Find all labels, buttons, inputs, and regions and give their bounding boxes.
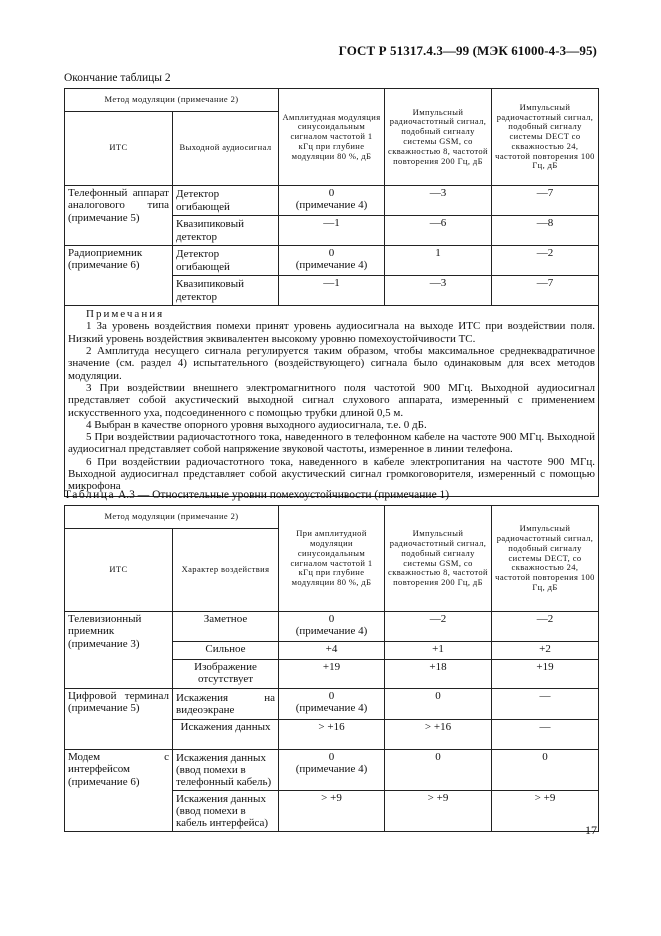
header-am: При амплитудной модуляции синусоидальным сигналом частотой 1 кГц при глубине модуляции 80 %, дБ [279,506,385,612]
value-gsm: —3 [385,276,492,306]
its-name: Телефонный аппарат аналогового типа (примечание 5) [65,186,173,246]
value-am: 0 (примечание 4) [279,612,385,642]
table2-caption: Окончание таблицы 2 [64,72,171,84]
note-5: 5 При воздействии радиочастотного тока, наведенного в телефонном кабеле на частоте 900 МГц. Выходной аудиосигнал представляет собой напряжение звуковой частоты, измеренное в линии телефона. [68,431,595,456]
output-type: Детектор огибающей [173,186,279,216]
impact-type: Изображение отсутствует [173,660,279,689]
table-2-end [64,88,599,497]
table3-caption: Таблица А.3 — Относительные уровни помехоустойчивости (примечание 1) [64,489,450,501]
table-row [65,689,599,720]
value-dect: — [492,689,599,720]
value-dect: > +9 [492,791,599,832]
note-6: 6 При воздействии радиочастотного тока, наведенного в кабеле электропитания на частоте 900 МГц. Выходной аудиосигнал представляет собой акустический сигнал громкоговорителя, измеренный с помощью микрофона [68,455,595,493]
value-dect: — [492,720,599,750]
its-name: Модем с интерфейсом (примечание 6) [65,750,173,832]
page-number: 17 [585,823,597,837]
table-a3 [64,505,599,832]
value-gsm: 1 [385,246,492,276]
header-its: ИТС [65,528,173,611]
value-gsm: —3 [385,186,492,216]
value-am: —1 [279,216,385,246]
table-row [65,750,599,791]
output-type: Детектор огибающей [173,246,279,276]
value-am: 0 (примечание 4) [279,750,385,791]
value-dect: —7 [492,276,599,306]
header-its: ИТС [65,111,173,185]
note-3: 3 При воздействии внешнего электромагнитного поля частотой 900 МГц. Выходной аудиосигнал представляет собой акустический выходной сигнал слухового аппарата, измеренный с применением искусственного уха, подсоединенного с помощью трубки длиной 0,5 м. [68,381,595,419]
value-gsm: > +9 [385,791,492,832]
note-4: 4 Выбран в качестве опорного уровня выходного аудиосигнала, т.е. 0 дБ. [86,418,427,431]
its-name: Цифровой терминал (примечание 5) [65,689,173,750]
value-dect: +19 [492,660,599,689]
impact-type: Искажения на видеоэкране [173,689,279,720]
value-gsm: 0 [385,750,492,791]
value-gsm: 0 [385,689,492,720]
value-gsm: +1 [385,642,492,660]
value-am: —1 [279,276,385,306]
output-type: Квазипиковый детектор [173,276,279,306]
note-2: 2 Амплитуда несущего сигнала регулируется таким образом, чтобы максимальное среднеквадратичное значение (см. раздел 4) испытательного (воздействующего) сигнала было одинаковым для всех методов модуляции. [68,344,595,382]
value-am: 0 (примечание 4) [279,186,385,216]
header-gsm: Импульсный радиочастотный сигнал, подобный сигналу системы GSM, со скважностью 8, частотой повторения 200 Гц, дБ [385,89,492,186]
header-dect: Импульсный радиочастотный сигнал, подобный сигналу системы DECT со скважностью 24, частотой повторения 100 Гц, дБ [492,89,599,186]
page-header: ГОСТ Р 51317.4.3—99 (МЭК 61000-4-3—95) [338,43,597,58]
value-am: 0 (примечание 4) [279,246,385,276]
its-name: Телевизионный приемник (примечание 3) [65,612,173,689]
notes-title: Примечания [86,308,165,320]
value-am: +4 [279,642,385,660]
header-am: Амплитудная модуляция синусоидальным сигналом частотой 1 кГц при глубине модуляции 80 %, дБ [279,89,385,186]
value-dect: +2 [492,642,599,660]
value-am: > +9 [279,791,385,832]
value-dect: —8 [492,216,599,246]
header-method: Метод модуляции (примечание 2) [65,506,279,529]
impact-type: Сильное [173,642,279,660]
table-row [65,612,599,642]
value-am: 0 (примечание 4) [279,689,385,720]
impact-type: Заметное [173,612,279,642]
its-name: Радиоприемник (примечание 6) [65,246,173,306]
value-am: > +16 [279,720,385,750]
value-dect: —2 [492,246,599,276]
impact-type: Искажения данных [173,720,279,750]
value-dect: —2 [492,612,599,642]
value-gsm: —2 [385,612,492,642]
header-method: Метод модуляции (примечание 2) [65,89,279,112]
impact-type: Искажения данных (ввод помехи в телефонный кабель) [173,750,279,791]
note-1: 1 За уровень воздействия помехи принят уровень аудиосигнала на выходе ИТС при воздействии поля. Низкий уровень воздействия эквивалентен высокому уровню помехоустойчивости ТС. [68,320,595,345]
header-dect: Импульсный радиочастотный сигнал, подобный сигналу системы DECT, со скважностью 24, частотой повторения 100 Гц, дБ [492,506,599,612]
value-am: +19 [279,660,385,689]
header-char: Характер воздействия [173,528,279,611]
table-row [65,186,599,216]
value-dect: —7 [492,186,599,216]
table-notes [65,306,599,497]
value-gsm: +18 [385,660,492,689]
impact-type: Искажения данных (ввод помехи в кабель интерфейса) [173,791,279,832]
value-dect: 0 [492,750,599,791]
table-row [65,246,599,276]
header-output: Выходной аудиосигнал [173,111,279,185]
value-gsm: —6 [385,216,492,246]
header-gsm: Импульсный радиочастотный сигнал, подобный сигналу системы GSM, со скважностью 8, частотой повторения 200 Гц, дБ [385,506,492,612]
output-type: Квазипиковый детектор [173,216,279,246]
value-gsm: > +16 [385,720,492,750]
